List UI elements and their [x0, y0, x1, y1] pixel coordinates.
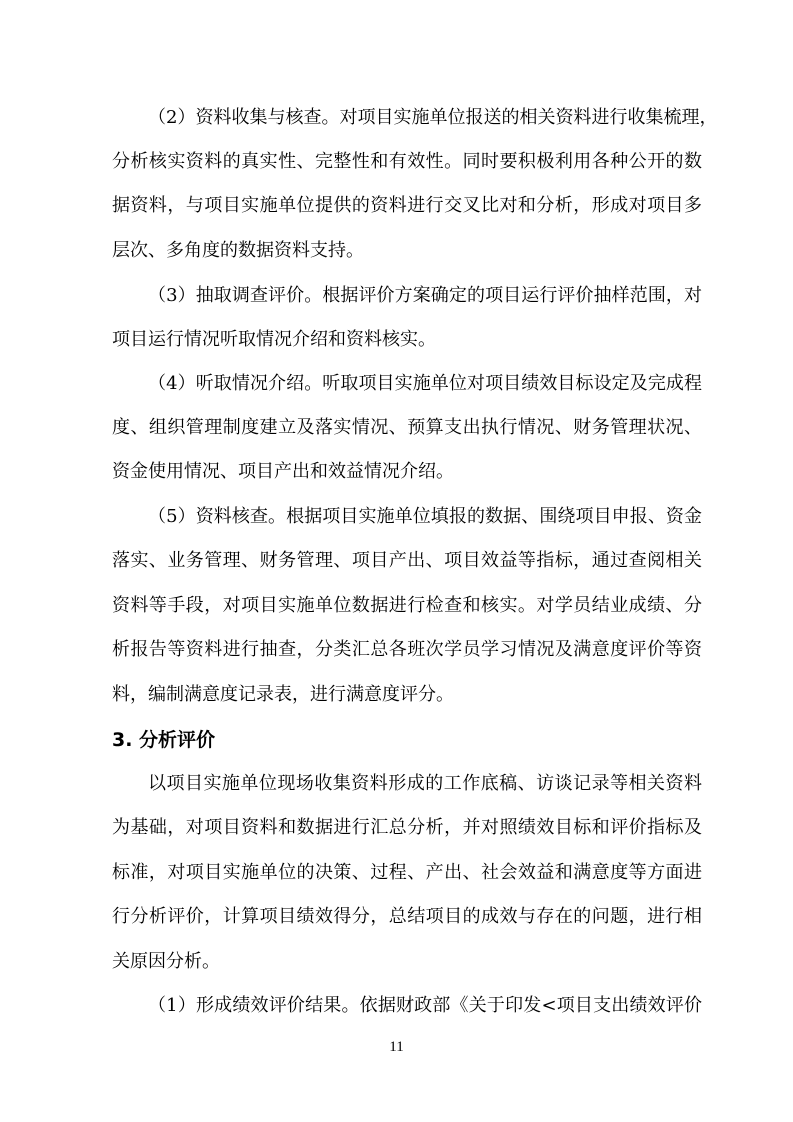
paragraph-5-line-3: 资料等手段，对项目实施单位数据进行检查和核实。对学员结业成绩、分	[112, 595, 702, 616]
analysis-paragraph-line-2: 为基础，对项目资料和数据进行汇总分析，并对照绩效目标和评价指标及	[112, 817, 702, 838]
paragraph-4-line-3: 资金使用情况、项目产出和效益情况介绍。	[112, 461, 454, 482]
paragraph-4-line-2: 度、组织管理制度建立及落实情况、预算支出执行情况、财务管理状况、	[112, 417, 702, 438]
result-paragraph-line-1: （1）形成绩效评价结果。依据财政部《关于印发<项目支出绩效评价	[148, 995, 702, 1016]
paragraph-3-line-2: 项目运行情况听取情况介绍和资料核实。	[112, 329, 436, 350]
analysis-paragraph-line-1: 以项目实施单位现场收集资料形成的工作底稿、访谈记录等相关资料	[148, 773, 702, 794]
paragraph-2-line-3: 据资料，与项目实施单位提供的资料进行交叉比对和分析，形成对项目多	[112, 195, 702, 216]
paragraph-5-line-1: （5）资料核查。根据项目实施单位填报的数据、围绕项目申报、资金	[148, 506, 702, 527]
analysis-paragraph-line-3: 标准，对项目实施单位的决策、过程、产出、社会效益和满意度等方面进	[112, 862, 702, 883]
paragraph-5-line-4: 析报告等资料进行抽查，分类汇总各班次学员学习情况及满意度评价等资	[112, 639, 702, 660]
paragraph-5-line-5: 料，编制满意度记录表，进行满意度评分。	[112, 684, 454, 705]
paragraph-2-line-1: （2）资料收集与核查。对项目实施单位报送的相关资料进行收集梳理，	[148, 107, 718, 128]
paragraph-2-line-2: 分析核实资料的真实性、完整性和有效性。同时要积极利用各种公开的数	[112, 151, 702, 172]
page-number: 11	[389, 1039, 404, 1055]
paragraph-4-line-1: （4）听取情况介绍。听取项目实施单位对项目绩效目标设定及完成程	[148, 373, 702, 394]
analysis-paragraph-line-5: 关原因分析。	[112, 951, 220, 972]
paragraph-5-line-2: 落实、业务管理、财务管理、项目产出、项目效益等指标，通过查阅相关	[112, 550, 702, 571]
paragraph-2-line-4: 层次、多角度的数据资料支持。	[112, 240, 364, 261]
paragraph-3-line-1: （3）抽取调查评价。根据评价方案确定的项目运行评价抽样范围，对	[148, 285, 702, 306]
analysis-paragraph-line-4: 行分析评价，计算项目绩效得分，总结项目的成效与存在的问题，进行相	[112, 906, 702, 927]
section-heading: 3. 分析评价	[112, 729, 216, 751]
